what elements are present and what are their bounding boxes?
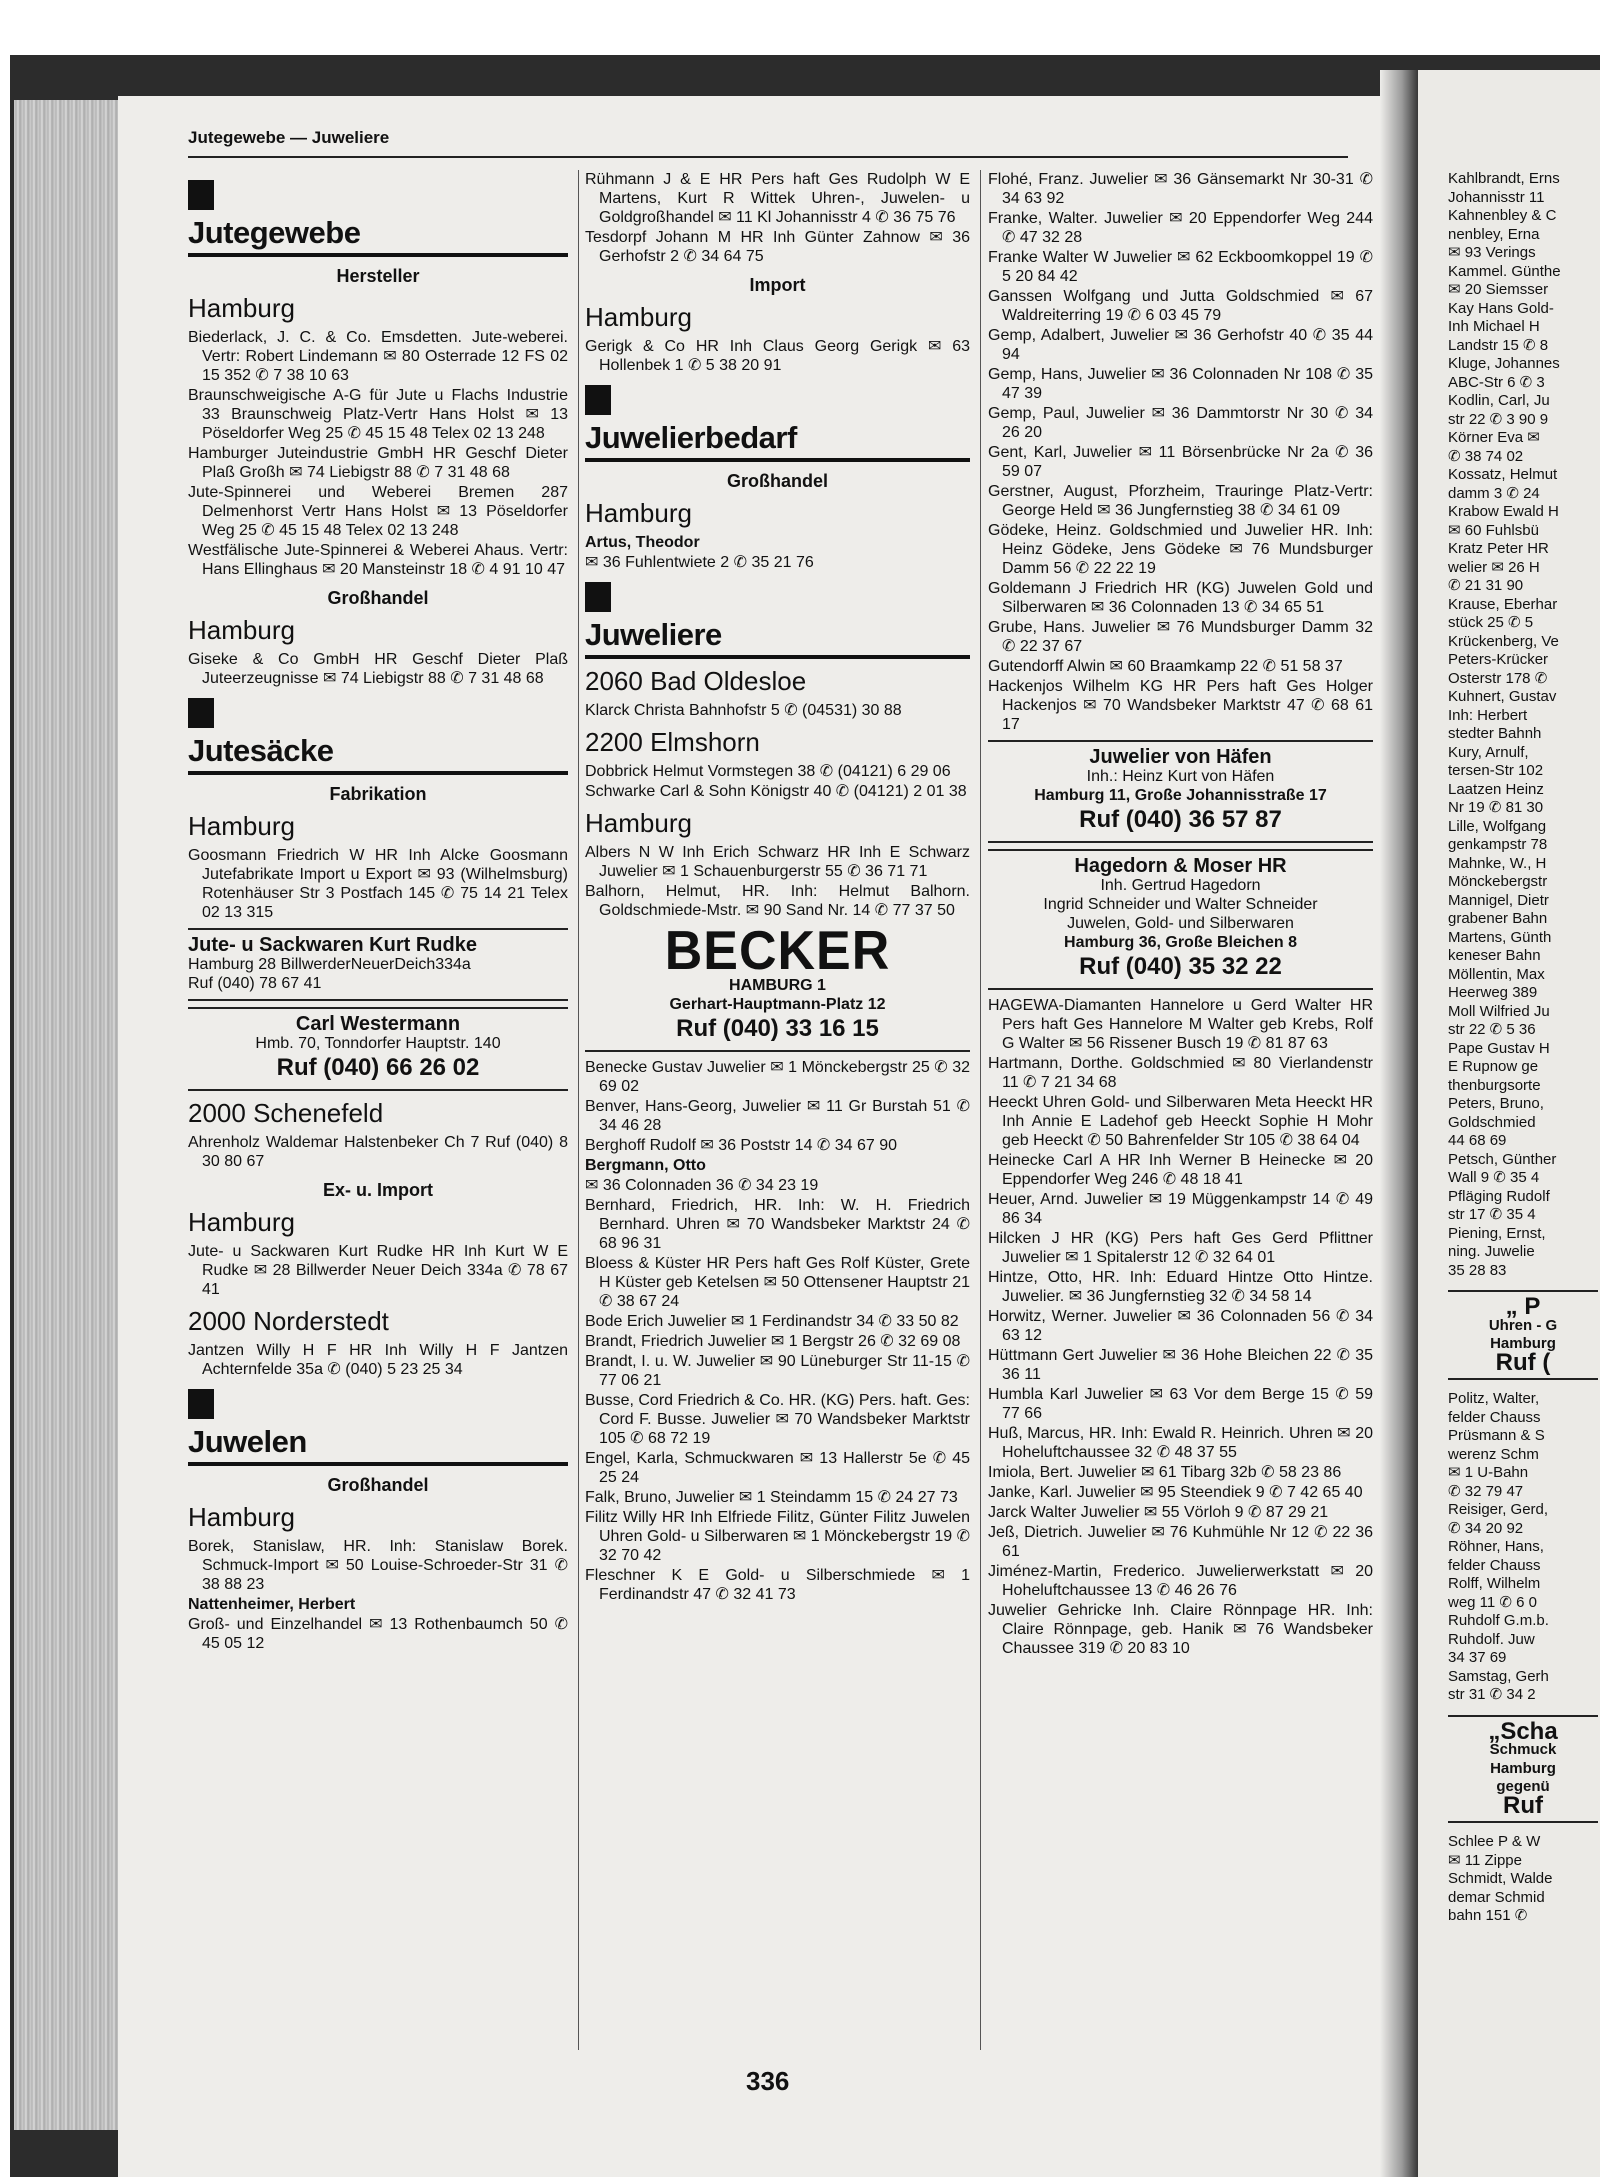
column-3 (988, 170, 1373, 1659)
advertisement-box (585, 920, 970, 1052)
advertiser-logo: BECKER (664, 920, 891, 982)
directory-entry: Franke Walter W Juwelier ✉ 62 Eckboomkoppel 19 ✆ 5 20 84 42 (988, 249, 1373, 285)
directory-entry: Franke, Walter. Juwelier ✉ 20 Eppendorfer Weg 244 ✆ 47 32 28 (988, 210, 1373, 246)
facing-entry-fragment: Martens, Günth (1448, 928, 1552, 946)
section-title: Jutegewebe (188, 215, 361, 250)
city-heading: 2000 Norderstedt (188, 1306, 389, 1336)
facing-entry-fragment: str 17 ✆ 35 4 (1448, 1206, 1536, 1223)
directory-entry: Bode Erich Juwelier ✉ 1 Ferdinandstr 34 ✆ 33 50 82 (585, 1313, 959, 1330)
advertiser-phone: Ruf (040) 36 57 87 (1079, 806, 1282, 833)
directory-entry: Gemp, Paul, Juwelier ✉ 36 Dammtorstr Nr 30 ✆ 34 26 20 (988, 405, 1373, 441)
directory-entry: Jiménez-Martin, Frederico. Juwelierwerkstatt ✉ 20 Hoheluftchaussee 13 ✆ 46 26 76 (988, 1563, 1373, 1599)
facing-entry-fragment: str 22 ✆ 5 36 (1448, 1021, 1536, 1038)
section-marker (585, 582, 611, 612)
facing-entry-fragment: Kossatz, Helmut (1448, 466, 1558, 483)
advertiser-line: Gerhart-Hauptmann-Platz 12 (669, 996, 886, 1013)
section-marker (188, 1389, 214, 1419)
facing-entry-fragment: tersen-Str 102 (1448, 762, 1544, 779)
facing-ad-title: „ P (1505, 1293, 1541, 1320)
facing-entry-fragment: grabener Bahn (1448, 910, 1548, 927)
directory-entry: Jute-Spinnerei und Weberei Bremen 287 Delmenhorst Vertr Hans Holst ✉ 13 Pöseldorfer Weg 25 ✆ 45 15 48 Telex 02 13 248 (188, 484, 568, 539)
directory-entry: Benver, Hans-Georg, Juwelier ✉ 11 Gr Burstah 51 ✆ 34 46 28 (585, 1098, 970, 1134)
directory-entry: Hartmann, Dorthe. Goldschmied ✉ 80 Vierlandenstr 11 ✆ 7 21 34 68 (988, 1055, 1373, 1091)
directory-entry: Schwarke Carl & Sohn Königstr 40 ✆ (04121) 2 01 38 (585, 783, 967, 800)
facing-entry-fragment: Goldschmied (1448, 1113, 1536, 1131)
city-heading: Hamburg (585, 302, 692, 332)
column-4-facing (1448, 170, 1598, 1926)
advertisement-box (188, 928, 568, 1001)
facing-entry-fragment: Körner Eva ✉ (1448, 429, 1540, 446)
box-rule (188, 928, 568, 930)
advertisement-box (988, 740, 1373, 843)
directory-entry: Hüttmann Gert Juwelier ✉ 36 Hohe Bleichen 22 ✆ 35 36 11 (988, 1347, 1373, 1383)
facing-entry-fragment: Schmidt, Walde (1448, 1870, 1553, 1887)
facing-entry-fragment: Lille, Wolfgang (1448, 817, 1547, 835)
city-heading: Hamburg (188, 293, 295, 323)
directory-entry: Jute- u Sackwaren Kurt Rudke HR Inh Kurt W E Rudke ✉ 28 Billwerder Neuer Deich 334a ✆ 78 67 41 (188, 1243, 568, 1298)
directory-entry: Grube, Hans. Juwelier ✉ 76 Mundsburger Damm 32 ✆ 22 37 67 (988, 619, 1373, 655)
box-rule (188, 1089, 568, 1091)
directory-entry: Jarck Walter Juwelier ✉ 55 Vörloh 9 ✆ 87 29 21 (988, 1504, 1329, 1521)
section-title: Juwelen (188, 1424, 307, 1459)
facing-entry-fragment: felder Chauss (1448, 1556, 1541, 1574)
advertisement-box (988, 849, 1373, 990)
advertiser-phone: Ruf (040) 35 32 22 (1079, 953, 1282, 980)
directory-entry: Hamburger Juteindustrie GmbH HR Geschf Dieter Plaß Großh ✉ 74 Liebigstr 88 ✆ 7 31 48 68 (188, 445, 568, 481)
directory-entry: Artus, Theodor (585, 534, 700, 551)
box-rule (1448, 1715, 1598, 1717)
facing-entry-fragment: 35 28 83 (1448, 1261, 1507, 1279)
directory-entry: Gerigk & Co HR Inh Claus Georg Gerigk ✉ 63 Hollenbek 1 ✆ 5 38 20 91 (585, 338, 970, 374)
advertiser-line: HAMBURG 1 (729, 977, 826, 994)
facing-entry-fragment: Krabow Ewald H (1448, 503, 1559, 520)
facing-entry-fragment: Krause, Eberhar (1448, 595, 1558, 613)
directory-entry: Westfälische Jute-Spinnerei & Weberei Ahaus. Vertr: Hans Ellinghaus ✉ 20 Mansteinstr 18 ✆ 4 91 10 47 (188, 542, 568, 578)
directory-entry: Klarck Christa Bahnhofstr 5 ✆ (04531) 30 88 (585, 702, 902, 719)
facing-entry-fragment: ✆ 34 20 92 (1448, 1519, 1524, 1537)
facing-entry-fragment: Mannigel, Dietr (1448, 891, 1549, 909)
facing-entry-fragment: Kodlin, Carl, Ju (1448, 392, 1550, 409)
section-heading (585, 582, 970, 659)
facing-entry-fragment: Politz, Walter, (1448, 1390, 1540, 1407)
advertiser-line: Inh.: Heinz Kurt von Häfen (1086, 768, 1275, 785)
book-gutter (1380, 70, 1420, 2177)
facing-entry-fragment: Kluge, Johannes (1448, 355, 1560, 372)
subheading: Import (749, 275, 806, 295)
facing-entry-fragment: Heerweg 389 (1448, 984, 1538, 1001)
city-heading: 2200 Elmshorn (585, 727, 760, 757)
facing-entry-fragment: Mahnke, W., H (1448, 854, 1547, 872)
facing-entry-fragment: damm 3 ✆ 24 (1448, 484, 1540, 502)
facing-advertisement (1448, 1290, 1598, 1380)
directory-entry: Tesdorpf Johann M HR Inh Günter Zahnow ✉ 36 Gerhofstr 2 ✆ 34 64 75 (585, 229, 970, 265)
subheading: Großhandel (327, 1475, 429, 1495)
city-heading: Hamburg (188, 1207, 295, 1237)
directory-entry: Borek, Stanislaw, HR. Inh: Stanislaw Borek. Schmuck-Import ✉ 50 Louise-Schroeder-Str 31 ✆ 38 88 23 (188, 1538, 568, 1593)
city-heading: Hamburg (585, 498, 692, 528)
facing-entry-fragment: E Rupnow ge (1448, 1058, 1539, 1075)
facing-entry-fragment: Piening, Ernst, (1448, 1224, 1546, 1242)
facing-entry-fragment: Kahnenbley & C (1448, 207, 1557, 224)
advertiser-phone: Ruf (040) 66 26 02 (276, 1054, 480, 1081)
facing-entry-fragment: ✆ 38 74 02 (1448, 447, 1524, 465)
facing-entry-fragment: Möllentin, Max (1448, 965, 1545, 983)
box-rule (188, 999, 568, 1001)
facing-entry-fragment: Inh Michael H (1448, 318, 1540, 335)
box-rule (188, 1007, 568, 1009)
facing-entry-fragment: Landstr 15 ✆ 8 (1448, 336, 1549, 354)
directory-entry: Goosmann Friedrich W HR Inh Alcke Goosmann Jutefabrikate Import u Export ✉ 93 (Wilhelmsburg) Rotenhäuser Str 3 Postfach 145 ✆ 75 14 21 Telex 02 13 315 (188, 847, 568, 921)
city-heading: Hamburg (188, 811, 295, 841)
advertiser-address: Hamburg 11, Große Johannisstraße 17 (1034, 787, 1327, 804)
facing-entry-fragment: bahn 151 ✆ (1448, 1907, 1528, 1924)
directory-entry: Janke, Karl. Juwelier ✉ 95 Steendiek 9 ✆ 7 42 65 40 (988, 1484, 1363, 1501)
facing-entry-fragment: Samstag, Gerh (1448, 1667, 1549, 1685)
directory-entry: Ahrenholz Waldemar Halstenbeker Ch 7 Ruf (040) 8 30 80 67 (188, 1134, 568, 1170)
facing-entry-fragment: Moll Wilfried Ju (1448, 1002, 1550, 1020)
facing-entry-fragment: ning. Juwelie (1448, 1243, 1535, 1260)
facing-entry-fragment: Reisiger, Gerd, (1448, 1501, 1549, 1518)
directory-entry: Biederlack, J. C. & Co. Emsdetten. Jute-weberei. Vertr: Robert Lindemann ✉ 80 Osterrade 12 FS 02 15 352 ✆ 7 38 10 63 (188, 329, 568, 384)
facing-entry-fragment: ✆ 21 31 90 (1448, 577, 1524, 594)
facing-entry-fragment: stück 25 ✆ 5 (1448, 614, 1534, 631)
subheading: Ex- u. Import (322, 1180, 433, 1200)
page-edge-stack (14, 100, 118, 2130)
facing-entry-fragment: Osterstr 178 ✆ (1448, 669, 1548, 687)
advertiser-line: Inh. Gertrud Hagedorn (1100, 877, 1261, 894)
facing-entry-fragment: Pfläging Rudolf (1448, 1187, 1550, 1205)
section-heading (188, 1389, 568, 1466)
facing-entry-fragment: Peters-Krücker (1448, 651, 1549, 668)
facing-entry-fragment: Schlee P & W (1448, 1833, 1541, 1850)
box-rule (988, 849, 1373, 851)
facing-entry-fragment: Mönckebergstr (1448, 873, 1548, 890)
facing-ad-title: „Scha (1488, 1717, 1558, 1745)
column-divider (980, 170, 981, 2050)
directory-entry: Groß- und Einzelhandel ✉ 13 Rothenbaumch 50 ✆ 45 05 12 (188, 1616, 568, 1652)
facing-advertisement (1448, 1715, 1598, 1824)
advertiser-line: Juwelen, Gold- und Silberwaren (1067, 915, 1294, 932)
directory-entry: Imiola, Bert. Juwelier ✉ 61 Tibarg 32b ✆ 58 23 86 (988, 1464, 1342, 1481)
facing-entry-fragment: nenbley, Erna (1448, 225, 1540, 243)
directory-entry: Falk, Bruno, Juwelier ✉ 1 Steindamm 15 ✆ 24 27 73 (585, 1489, 958, 1506)
facing-entry-fragment: Peters, Bruno, (1448, 1095, 1544, 1112)
facing-entry-fragment: str 31 ✆ 34 2 (1448, 1686, 1536, 1703)
facing-ad-phone: Ruf (1503, 1791, 1543, 1819)
section-rule (585, 458, 970, 462)
directory-entry: Goldemann J Friedrich HR (KG) Juwelen Gold und Silberwaren ✉ 36 Colonnaden 13 ✆ 34 65 51 (988, 580, 1373, 616)
directory-entry: Bergmann, Otto (585, 1157, 706, 1174)
facing-entry-fragment: Kahlbrandt, Erns (1448, 170, 1560, 187)
facing-entry-fragment: Pape Gustav H (1448, 1039, 1550, 1057)
facing-ad-phone: Ruf ( (1495, 1348, 1551, 1376)
section-title: Juwelierbedarf (585, 420, 797, 455)
facing-entry-fragment: str 22 ✆ 3 90 9 (1448, 410, 1549, 428)
facing-ad-line: Hamburg (1490, 1759, 1556, 1777)
facing-entry-fragment: ✉ 60 Fuhlsbü (1448, 521, 1539, 539)
facing-entry-fragment: demar Schmid (1448, 1888, 1545, 1906)
box-rule (1448, 1378, 1598, 1380)
advertiser-line: Hmb. 70, Tonndorfer Hauptstr. 140 (255, 1035, 501, 1052)
directory-entry: Bloess & Küster HR Pers haft Ges Rolf Küster, Grete H Küster geb Ketelsen ✉ 50 Ottensener Hauptstr 21 ✆ 38 67 24 (585, 1255, 970, 1310)
directory-entry: Jeß, Dietrich. Juwelier ✉ 76 Kuhmühle Nr 12 ✆ 22 36 61 (988, 1524, 1373, 1560)
page-number: 336 (746, 2066, 790, 2096)
section-rule (188, 1462, 568, 1466)
facing-entry-fragment: ✉ 93 Verings (1448, 244, 1536, 261)
directory-entry: Brandt, I. u. W. Juwelier ✉ 90 Lüneburger Str 11-15 ✆ 77 06 21 (585, 1353, 970, 1389)
facing-entry-fragment: Rolff, Wilhelm (1448, 1575, 1541, 1592)
facing-entry-fragment: genkampstr 78 (1448, 836, 1548, 853)
facing-entry-fragment: weg 11 ✆ 6 0 (1448, 1593, 1538, 1611)
advertiser-line: Hamburg 28 BillwerderNeuerDeich334a (188, 956, 471, 973)
advertisement-box (188, 1007, 568, 1091)
facing-entry-fragment: ✉ 11 Zippe (1448, 1851, 1522, 1869)
advertiser-name: Jute- u Sackwaren Kurt Rudke (188, 934, 477, 956)
city-heading: Hamburg (188, 615, 295, 645)
facing-entry-fragment: stedter Bahnh (1448, 725, 1542, 742)
advertiser-name: Juwelier von Häfen (1089, 746, 1272, 768)
directory-entry: Berghoff Rudolf ✉ 36 Poststr 14 ✆ 34 67 90 (585, 1137, 898, 1154)
section-marker (188, 180, 214, 210)
facing-ad-line: gegenü (1496, 1778, 1550, 1795)
facing-entry-fragment: ✉ 1 U-Bahn (1448, 1464, 1529, 1481)
box-rule (1448, 1821, 1598, 1823)
facing-entry-fragment: 44 68 69 (1448, 1132, 1507, 1149)
directory-entry: Giseke & Co GmbH HR Geschf Dieter Plaß Juteerzeugnisse ✉ 74 Liebigstr 88 ✆ 7 31 48 68 (188, 651, 568, 687)
column-divider (578, 170, 579, 2050)
directory-entry: Heuer, Arnd. Juwelier ✉ 19 Müggenkampstr 14 ✆ 49 86 34 (988, 1191, 1373, 1227)
directory-entry: Huß, Marcus, HR. Inh: Ewald R. Heinrich. Uhren ✉ 20 Hoheluftchaussee 32 ✆ 48 37 55 (988, 1425, 1373, 1461)
facing-entry-fragment: welier ✉ 26 H (1448, 558, 1540, 576)
directory-entry: Nattenheimer, Herbert (188, 1596, 356, 1613)
directory-entry: Albers N W Inh Erich Schwarz HR Inh E Schwarz Juwelier ✉ 1 Schauenburgerstr 55 ✆ 36 71 71 (585, 844, 970, 880)
advertiser-name: Hagedorn & Moser HR (1074, 855, 1287, 877)
directory-entry: Heinecke Carl A HR Inh Werner B Heinecke ✉ 20 Eppendorfer Weg 246 ✆ 48 18 41 (988, 1152, 1373, 1188)
section-title: Juweliere (585, 617, 722, 652)
directory-entry: Brandt, Friedrich Juwelier ✉ 1 Bergstr 26 ✆ 32 69 08 (585, 1333, 961, 1350)
directory-entry: Juwelier Gehricke Inh. Claire Rönnpage HR. Inh: Claire Rönnpage, geb. Hanik ✉ 76 Wandsbeker Chaussee 319 ✆ 20 83 10 (988, 1602, 1373, 1657)
directory-entry: Ganssen Wolfgang und Jutta Goldschmied ✉ 67 Waldreiterring 19 ✆ 6 03 45 79 (988, 288, 1373, 324)
directory-entry: Benecke Gustav Juwelier ✉ 1 Mönckebergstr 25 ✆ 32 69 02 (585, 1059, 970, 1095)
box-rule (1448, 1290, 1598, 1292)
section-marker (188, 698, 214, 728)
section-rule (188, 771, 568, 775)
advertiser-address: Hamburg 36, Große Bleichen 8 (1064, 934, 1297, 951)
box-rule (585, 1050, 970, 1052)
directory-entry: Engel, Karla, Schmuckwaren ✉ 13 Hallerstr 5e ✆ 45 25 24 (585, 1450, 970, 1486)
directory-entry: Hilcken J HR (KG) Pers haft Ges Gerd Pflittner Juwelier ✉ 1 Spitalerstr 12 ✆ 32 64 01 (988, 1230, 1373, 1266)
facing-entry-fragment: Kammel. Günthe (1448, 262, 1561, 280)
subheading: Fabrikation (329, 784, 427, 804)
directory-entry: ✉ 36 Fuhlentwiete 2 ✆ 35 21 76 (585, 554, 814, 571)
facing-entry-fragment: Kuhnert, Gustav (1448, 688, 1557, 705)
subheading: Hersteller (336, 266, 420, 286)
directory-entry: Gemp, Adalbert, Juwelier ✉ 36 Gerhofstr 40 ✆ 35 44 94 (988, 327, 1373, 363)
column-2 (585, 170, 970, 1605)
advertiser-line: Ingrid Schneider und Walter Schneider (1043, 896, 1318, 913)
section-heading (188, 180, 568, 257)
facing-entry-fragment: Röhner, Hans, (1448, 1538, 1544, 1555)
facing-entry-fragment: 34 37 69 (1448, 1649, 1507, 1666)
directory-entry: Jantzen Willy H F HR Inh Willy H F Jantzen Achternfelde 35a ✆ (040) 5 23 25 34 (188, 1342, 568, 1378)
facing-entry-fragment: Nr 19 ✆ 81 30 (1448, 799, 1544, 816)
facing-entry-fragment: Johannisstr 11 (1448, 188, 1545, 206)
running-head: Jutegewebe — Juweliere (188, 128, 390, 147)
directory-entry: Gutendorff Alwin ✉ 60 Braamkamp 22 ✆ 51 58 37 (988, 658, 1343, 675)
directory-entry: Filitz Willy HR Inh Elfriede Filitz, Günter Filitz Juwelen Uhren Gold- u Silberwaren ✉ 1 Mönckebergstr 19 ✆ 32 70 42 (585, 1509, 970, 1564)
advertiser-phone: Ruf (040) 33 16 15 (676, 1015, 879, 1042)
facing-entry-fragment: Kay Hans Gold- (1448, 299, 1554, 317)
city-heading: Hamburg (585, 808, 692, 838)
subheading: Großhandel (327, 588, 429, 608)
facing-entry-fragment: ✉ 20 Siemsser (1448, 281, 1549, 298)
facing-entry-fragment: Ruhdolf. Juw (1448, 1630, 1535, 1648)
facing-entry-fragment: keneser Bahn (1448, 947, 1541, 964)
column-1 (188, 170, 568, 1654)
directory-entry: Gerstner, August, Pforzheim, Trauringe Platz-Vertr: George Held ✉ 36 Jungfernstieg 38 ✆ 34 61 09 (988, 483, 1373, 519)
section-title: Jutesäcke (188, 733, 334, 768)
facing-entry-fragment: Petsch, Günther (1448, 1150, 1557, 1168)
section-heading (188, 698, 568, 775)
facing-entry-fragment: felder Chauss (1448, 1408, 1541, 1426)
directory-entry: Bernhard, Friedrich, HR. Inh: W. H. Friedrich Bernhard. Uhren ✉ 70 Wandsbeker Marktstr 24 ✆ 68 96 31 (585, 1197, 970, 1252)
section-rule (585, 655, 970, 659)
box-rule (988, 841, 1373, 843)
facing-ad-line: Hamburg (1490, 1335, 1556, 1352)
facing-entry-fragment: Krückenberg, Ve (1448, 632, 1559, 650)
facing-entry-fragment: werenz Schm (1448, 1445, 1539, 1463)
advertiser-line: Ruf (040) 78 67 41 (188, 975, 322, 992)
facing-entry-fragment: Prüsmann & S (1448, 1427, 1545, 1444)
box-rule (988, 988, 1373, 990)
directory-entry: ✉ 36 Colonnaden 36 ✆ 34 23 19 (585, 1177, 819, 1194)
facing-ad-line: Uhren - G (1488, 1316, 1558, 1334)
city-heading: 2060 Bad Oldesloe (585, 666, 807, 696)
facing-entry-fragment: Inh: Herbert (1448, 706, 1528, 724)
facing-ad-line: Schmuck (1489, 1741, 1557, 1758)
subheading: Großhandel (726, 471, 828, 491)
header-rule (188, 156, 1348, 158)
facing-entry-fragment: Kratz Peter HR (1448, 540, 1549, 557)
directory-entry: Dobbrick Helmut Vormstegen 38 ✆ (04121) 6 29 06 (585, 763, 951, 780)
directory-entry: Flohé, Franz. Juwelier ✉ 36 Gänsemarkt Nr 30-31 ✆ 34 63 92 (988, 171, 1373, 207)
facing-entry-fragment: Kury, Arnulf, (1448, 743, 1529, 761)
directory-entry: Heeckt Uhren Gold- und Silberwaren Meta Heeckt HR Inh Annie E Ladehof geb Heeckt Sophie H Mohr geb Heeckt ✆ 50 Bahrenfelder Str 105 ✆ 38 64 04 (988, 1094, 1373, 1149)
directory-entry: Braunschweigische A-G für Jute u Flachs Industrie 33 Braunschweig Platz-Vertr Hans Holst ✉ 13 Pöseldorfer Weg 25 ✆ 45 15 48 Telex 02 13 248 (188, 387, 568, 442)
directory-entry: HAGEWA-Diamanten Hannelore u Gerd Walter HR Pers haft Ges Hannelore M Walter geb Krebs, Rolf G Walter ✉ 56 Rissener Busch 19 ✆ 81 87 63 (988, 997, 1373, 1052)
facing-entry-fragment: thenburgsorte (1448, 1076, 1541, 1094)
city-heading: Hamburg (188, 1502, 295, 1532)
advertiser-name: Carl Westermann (295, 1013, 461, 1035)
box-rule (988, 740, 1373, 742)
section-marker (585, 385, 611, 415)
directory-entry: Humbla Karl Juwelier ✉ 63 Vor dem Berge 15 ✆ 59 77 66 (988, 1386, 1373, 1422)
facing-entry-fragment: ABC-Str 6 ✆ 3 (1448, 373, 1545, 391)
directory-entry: Gent, Karl, Juwelier ✉ 11 Börsenbrücke Nr 2a ✆ 36 59 07 (988, 444, 1373, 480)
directory-entry: Horwitz, Werner. Juwelier ✉ 36 Colonnaden 56 ✆ 34 63 12 (988, 1308, 1373, 1344)
section-rule (188, 253, 568, 257)
city-heading: 2000 Schenefeld (188, 1098, 384, 1128)
directory-entry: Fleschner K E Gold- u Silberschmiede ✉ 1 Ferdinandstr 47 ✆ 32 41 73 (585, 1567, 970, 1603)
directory-entry: Hackenjos Wilhelm KG HR Pers haft Ges Holger Hackenjos ✉ 70 Wandsbeker Marktstr 47 ✆ 68 61 17 (988, 678, 1373, 733)
directory-entry: Rühmann J & E HR Pers haft Ges Rudolph W E Martens, Kurt R Wittek Uhren-, Juwelen- u Goldgroßhandel ✉ 11 Kl Johannisstr 4 ✆ 36 75 76 (585, 171, 970, 226)
facing-entry-fragment: Laatzen Heinz (1448, 780, 1544, 798)
facing-entry-fragment: ✆ 32 79 47 (1448, 1482, 1524, 1500)
directory-entry: Gemp, Hans, Juwelier ✉ 36 Colonnaden Nr 108 ✆ 35 47 39 (988, 366, 1373, 402)
section-heading (585, 385, 970, 462)
directory-entry: Balhorn, Helmut, HR. Inh: Helmut Balhorn. Goldschmiede-Mstr. ✉ 90 Sand Nr. 14 ✆ 77 37 50 (585, 883, 970, 919)
directory-entry: Busse, Cord Friedrich & Co. HR. (KG) Pers. haft. Ges: Cord F. Busse. Juwelier ✉ 70 Wandsbeker Marktstr 105 ✆ 68 72 19 (585, 1392, 970, 1447)
directory-entry: Gödeke, Heinz. Goldschmied und Juwelier HR. Inh: Heinz Gödeke, Jens Gödeke ✉ 76 Mundsburger Damm 56 ✆ 22 22 19 (988, 522, 1373, 577)
facing-entry-fragment: Wall 9 ✆ 35 4 (1448, 1169, 1540, 1186)
facing-entry-fragment: Ruhdolf G.m.b. (1448, 1612, 1549, 1629)
directory-entry: Hintze, Otto, HR. Inh: Eduard Hintze Otto Hintze. Juwelier. ✉ 36 Jungfernstieg 32 ✆ 34 58 14 (988, 1269, 1373, 1305)
